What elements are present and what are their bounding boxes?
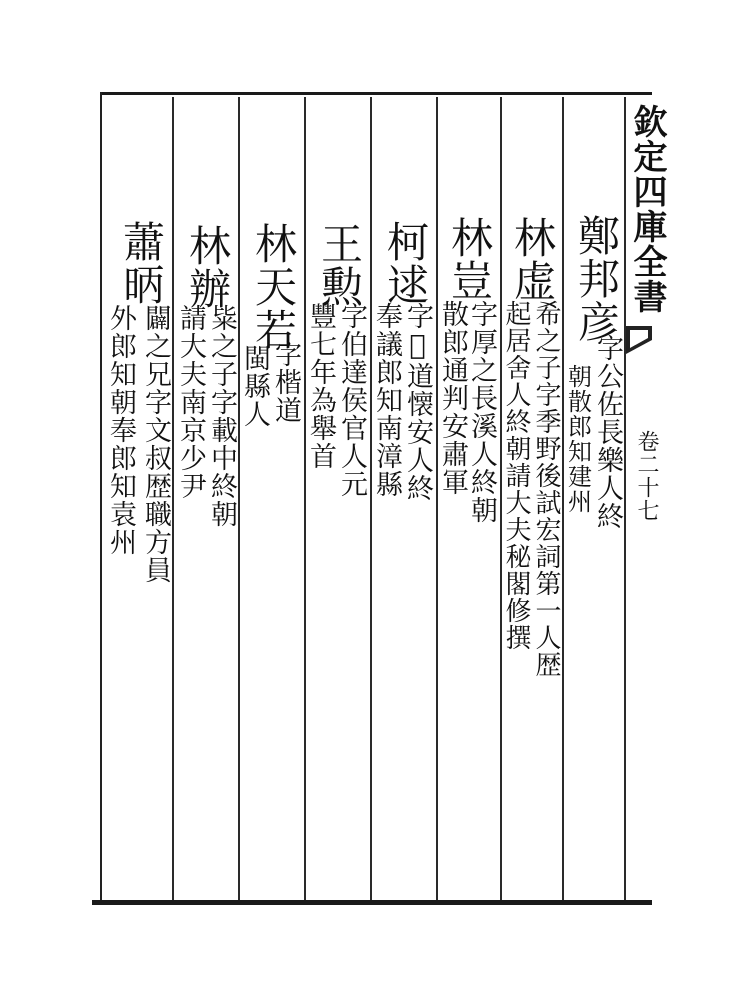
entry-name: 鄭邦彦 xyxy=(572,214,621,343)
fish-tail-mark-icon xyxy=(624,320,654,360)
entry-annotation xyxy=(268,340,302,424)
entry-annotation xyxy=(334,302,368,498)
entry-annotation xyxy=(370,302,402,498)
frame-bottom-border xyxy=(92,900,652,905)
annotation-line: 字𧪒道懐安人終 xyxy=(402,302,433,502)
entry-annotation xyxy=(590,334,624,530)
entry-column xyxy=(244,222,302,351)
annotation-line: 豐七年為舉首 xyxy=(305,302,336,470)
entry-column xyxy=(310,222,368,308)
annotation-line: 闢之兄字文叔歴職方員 xyxy=(140,304,171,584)
entry-annotation xyxy=(304,302,336,470)
entry-name: 林豈 xyxy=(445,216,494,302)
entry-column xyxy=(440,216,498,302)
entry-annotation xyxy=(500,300,532,651)
annotation-line: 字伯達侯官人元 xyxy=(336,302,367,498)
entry-annotation xyxy=(204,304,238,528)
entry-annotation xyxy=(530,300,562,678)
entry-name: 林天若 xyxy=(249,222,298,351)
column-rule xyxy=(238,97,240,900)
annotation-line: 外郎知朝奉郎知袁州 xyxy=(105,304,136,556)
annotation-line: 起居舍人終朝請大夫秘閣修撰 xyxy=(501,300,531,651)
annotation-line: 閩縣人 xyxy=(239,344,270,428)
entry-annotation xyxy=(562,364,592,514)
book-title: 欽定四庫全書 xyxy=(627,104,667,314)
annotation-line: 字楷道 xyxy=(270,340,301,424)
entry-annotation xyxy=(174,304,206,500)
column-rule xyxy=(370,97,372,900)
entry-column xyxy=(504,216,560,302)
annotation-line: 奉議郎知南漳縣 xyxy=(371,302,402,498)
column-rule xyxy=(436,97,438,900)
entry-annotation xyxy=(104,304,136,556)
entry-name: 蕭昞 xyxy=(117,220,166,306)
annotation-line: 請大夫南京少尹 xyxy=(175,304,206,500)
annotation-line: 朝散郎知建州 xyxy=(563,364,592,514)
annotation-line: 散郎通判安肅軍 xyxy=(437,300,468,496)
entry-name: 柯逑 xyxy=(381,220,430,306)
annotation-line: 字公佐長樂人終 xyxy=(592,334,623,530)
entry-annotation xyxy=(400,302,434,502)
entry-column xyxy=(568,214,624,343)
annotation-line: 粊之子字載中終朝 xyxy=(206,304,237,528)
column-rule xyxy=(304,97,306,900)
entry-name: 王勲 xyxy=(315,222,364,308)
juan-number: 卷二十七 xyxy=(634,430,659,522)
entry-column xyxy=(112,220,170,306)
entry-annotation xyxy=(138,304,172,584)
frame-left-border xyxy=(100,92,102,900)
entry-annotation xyxy=(436,300,468,496)
entry-name: 林虚 xyxy=(508,216,557,302)
entry-column xyxy=(376,220,434,306)
entry-name: 林辦 xyxy=(183,224,232,310)
entry-column xyxy=(178,224,236,310)
annotation-line: 希之子字季野後試宏詞第一人歴 xyxy=(531,300,561,678)
entry-annotation xyxy=(238,344,270,428)
entry-annotation xyxy=(464,300,498,524)
frame-top-border xyxy=(100,92,652,95)
annotation-line: 字厚之長溪人終朝 xyxy=(466,300,497,524)
